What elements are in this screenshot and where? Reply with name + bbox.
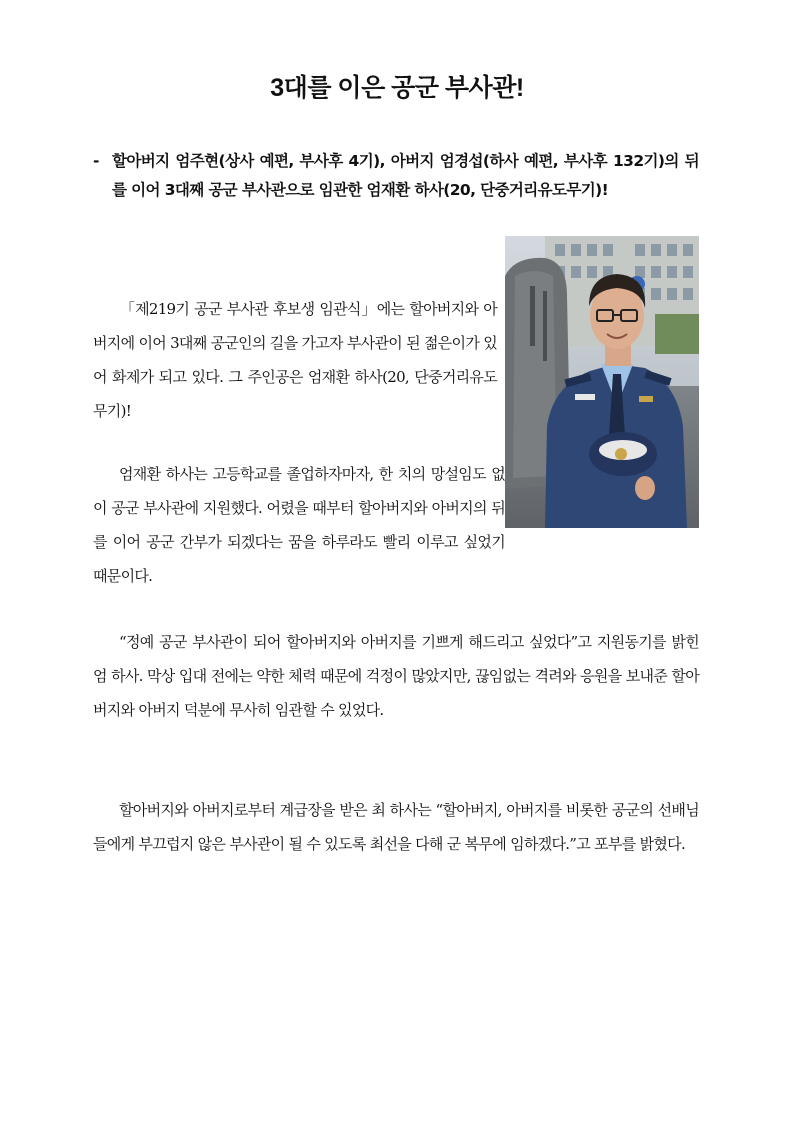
body-paragraph-1 [93, 292, 497, 428]
body-paragraph-3 [93, 625, 699, 727]
article-title: 3대를 이은 공군 부사관! [270, 74, 524, 102]
bullet-dash: - [93, 152, 99, 170]
body-paragraph-4 [93, 793, 699, 861]
paragraph-1-text: 「제219기 공군 부사관 후보생 임관식」에는 할아버지와 아버지에 이어 3대째 공군인의 길을 가고자 부사관이 된 젊은이가 있어 화제가 되고 있다. 그 주인공은 엄재환 하사(20, 단중거리유도무기)! [93, 300, 497, 420]
summary-text: 할아버지 엄주현(상사 예편, 부사후 4기), 아버지 엄경섭(하사 예편, 부사후 132기)의 뒤를 이어 3대째 공군 부사관으로 임관한 엄재환 하사(20, 단중거리유도무기)! [112, 152, 699, 199]
paragraph-3-text: “정예 공군 부사관이 되어 할아버지와 아버지를 기쁘게 해드리고 싶었다”고 지원동기를 밝힌 엄 하사. 막상 입대 전에는 약한 체력 때문에 걱정이 많았지만, 끊임없는 격려와 응원을 보내준 할아버지와 아버지 덕분에 무사히 임관할 수 있었다. [93, 633, 699, 719]
paragraph-2-text: 엄재환 하사는 고등학교를 졸업하자마자, 한 치의 망설임도 없이 공군 부사관에 지원했다. 어렸을 때부터 할아버지와 아버지의 뒤를 이어 공군 간부가 되겠다는 꿈을 하루라도 빨리 이루고 싶었기 때문이다. [93, 465, 505, 585]
paragraph-4-text: 할아버지와 아버지로부터 계급장을 받은 최 하사는 “할아버지, 아버지를 비롯한 공군의 선배님들에게 부끄럽지 않은 부사관이 될 수 있도록 최선을 다해 군 복무에 임하겠다.”고 포부를 밝혔다. [93, 801, 699, 853]
soldier-photo [505, 236, 699, 528]
soldier-photo-illustration [505, 236, 699, 528]
body-paragraph-2 [93, 457, 505, 593]
summary-bullet [93, 147, 699, 205]
